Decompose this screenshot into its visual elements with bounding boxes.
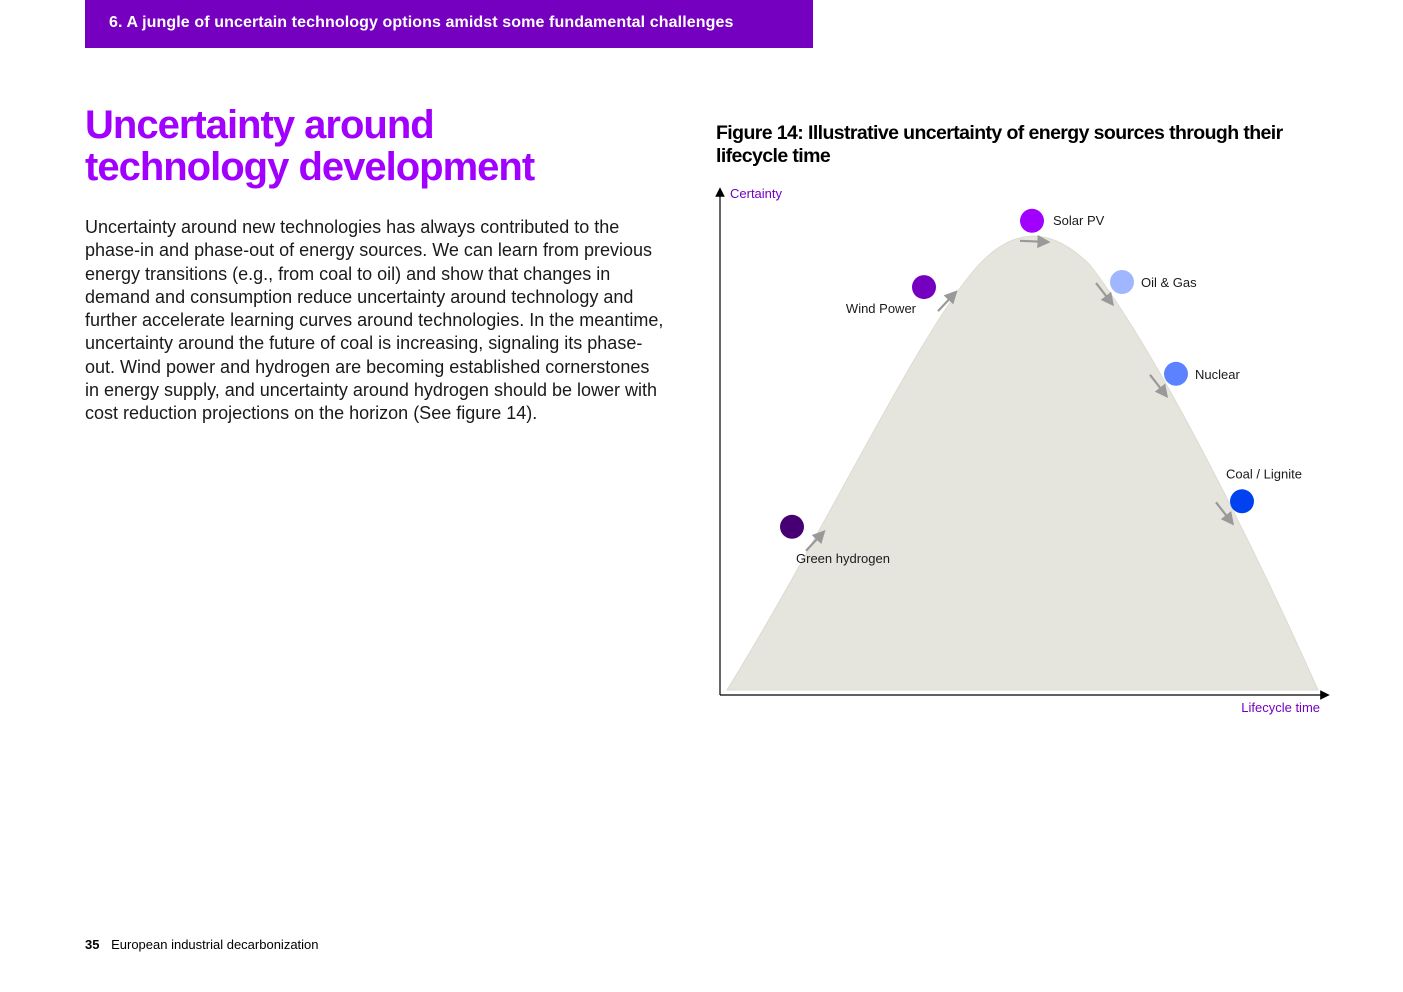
section-banner-text: 6. A jungle of uncertain technology options amidst some fundamental challenges [109, 14, 734, 31]
y-axis-label: Certainty [730, 186, 783, 201]
point-green-hydrogen [780, 515, 804, 539]
label-green-hydrogen: Green hydrogen [796, 550, 890, 566]
headline-line-2: technology development [85, 145, 535, 189]
report-title: European industrial decarbonization [111, 937, 319, 952]
page-number: 35 [85, 937, 100, 952]
lifecycle-chart [700, 180, 1350, 725]
point-coal-lignite [1230, 489, 1254, 513]
label-wind-power: Wind Power [845, 301, 916, 317]
trend-arrow-solar-pv [1020, 241, 1044, 242]
figure-title: Figure 14: Illustrative uncertainty of energy sources through their lifecycle time [716, 122, 1283, 167]
label-nuclear: Nuclear [1195, 366, 1240, 382]
point-nuclear [1164, 362, 1188, 386]
headline-line-1: Uncertainty around [85, 103, 434, 147]
label-solar-pv: Solar PV [1053, 212, 1105, 228]
point-oil-gas [1110, 270, 1134, 294]
label-oil-gas: Oil & Gas [1141, 275, 1197, 290]
point-solar-pv [1020, 209, 1044, 233]
x-axis-label: Lifecycle time [1241, 700, 1320, 715]
body-paragraph: Uncertainty around new technologies has always contributed to the phase-in and phase-out of energy sources. We can learn from previous energy transitions (e.g., from coal to oil) and show that changes in demand and consumption reduce uncertainty around technology and further accelerate learning curves around technologies. In the meantime, uncertainty around the future of coal is increasing, signaling its phase-out. Wind power and hydrogen are becoming established cornerstones in energy supply, and uncertainty around hydrogen should be lower with cost reduction projections on the horizon (See figure 14). [85, 217, 664, 424]
page-footer [85, 937, 319, 952]
point-wind-power [912, 275, 936, 299]
section-banner [85, 0, 813, 48]
page-headline [85, 104, 645, 188]
label-coal-lignite: Coal / Lignite [1226, 466, 1302, 482]
chart-svg [700, 180, 1350, 725]
lifecycle-curve [727, 236, 1318, 690]
